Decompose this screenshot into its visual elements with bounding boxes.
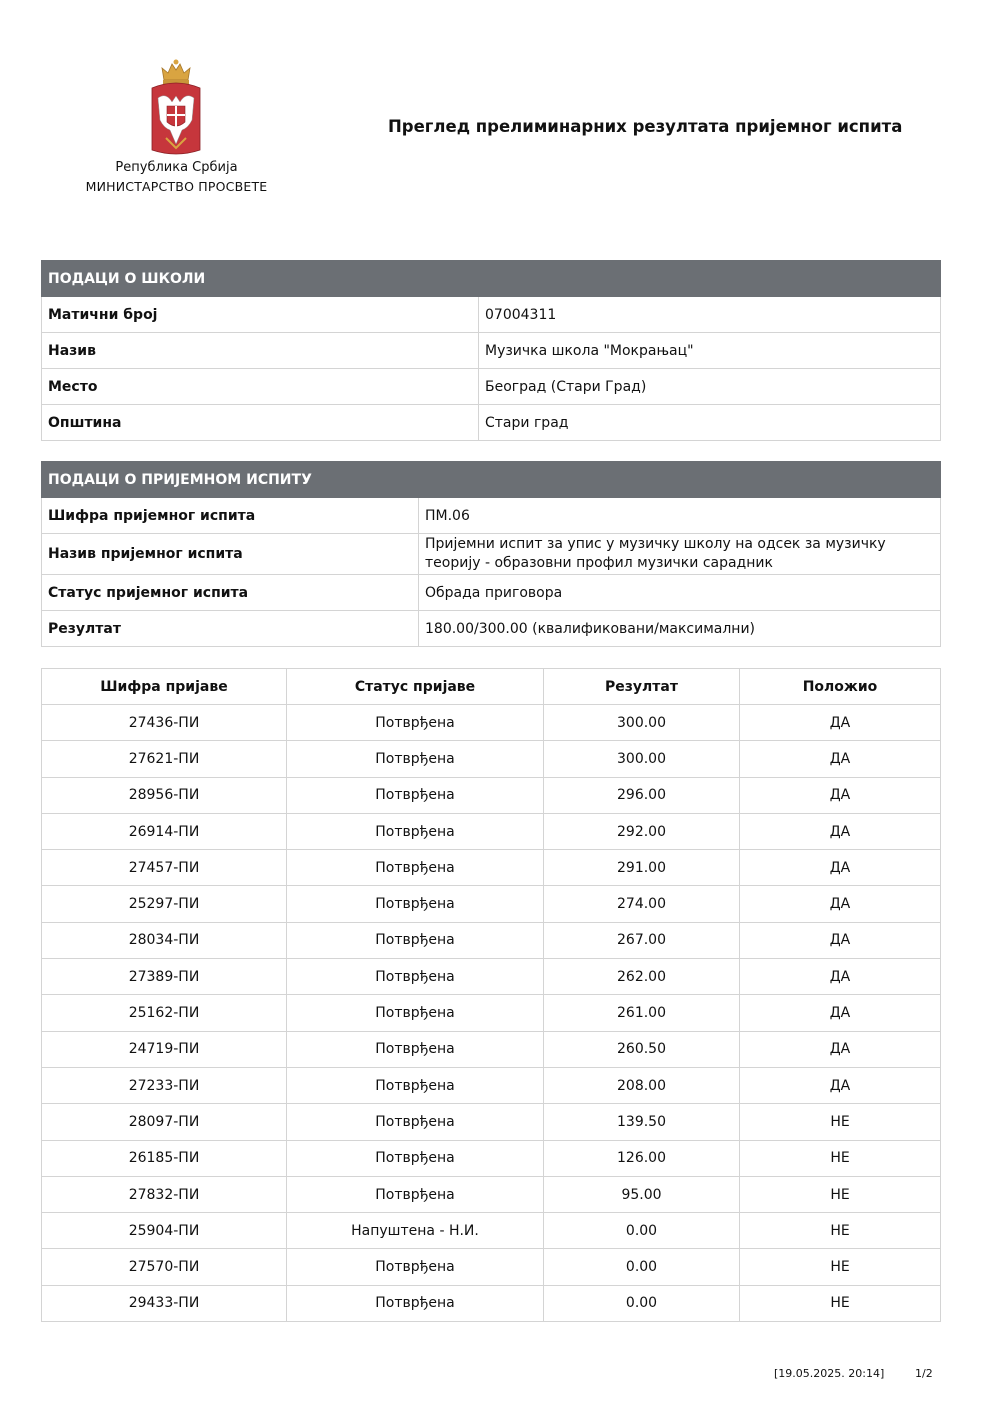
page-title: Преглед прелиминарних резултата пријемног испита [388, 117, 903, 136]
passed-value: НЕ [740, 1285, 941, 1321]
exam-row [42, 498, 941, 534]
school-row [42, 297, 941, 333]
application-code: 29433-ПИ [42, 1285, 287, 1321]
passed-value: ДА [740, 777, 941, 813]
result-value: 0.00 [544, 1285, 740, 1321]
school-section-title: ПОДАЦИ О ШКОЛИ [42, 261, 941, 297]
application-code: 28956-ПИ [42, 777, 287, 813]
application-code: 25904-ПИ [42, 1213, 287, 1249]
passed-value: ДА [740, 959, 941, 995]
result-value: 300.00 [544, 741, 740, 777]
application-status: Потврђена [287, 995, 544, 1031]
exam-value-status: Обрада приговора [419, 575, 941, 611]
exam-data-table [41, 461, 941, 647]
application-status: Потврђена [287, 1031, 544, 1067]
results-header-row [42, 669, 941, 705]
application-code: 27570-ПИ [42, 1249, 287, 1285]
school-label-name: Назив [42, 333, 479, 369]
table-row [42, 1213, 941, 1249]
school-label-id: Матични број [42, 297, 479, 333]
school-value-name: Музичка школа "Мокрањац" [479, 333, 941, 369]
application-status: Потврђена [287, 1140, 544, 1176]
table-row [42, 959, 941, 995]
table-row [42, 813, 941, 849]
table-row [42, 777, 941, 813]
column-header-application-code: Шифра пријаве [42, 669, 287, 705]
result-value: 291.00 [544, 850, 740, 886]
exam-label-status: Статус пријемног испита [42, 575, 419, 611]
result-value: 208.00 [544, 1067, 740, 1103]
passed-value: ДА [740, 1031, 941, 1067]
school-label-municipality: Општина [42, 405, 479, 441]
school-data-table [41, 260, 941, 441]
school-value-place: Београд (Стари Град) [479, 369, 941, 405]
passed-value: ДА [740, 995, 941, 1031]
table-row [42, 741, 941, 777]
passed-value: НЕ [740, 1104, 941, 1140]
school-row [42, 405, 941, 441]
result-value: 292.00 [544, 813, 740, 849]
exam-label-code: Шифра пријемног испита [42, 498, 419, 534]
result-value: 296.00 [544, 777, 740, 813]
exam-row [42, 575, 941, 611]
result-value: 261.00 [544, 995, 740, 1031]
result-value: 95.00 [544, 1176, 740, 1212]
application-code: 27389-ПИ [42, 959, 287, 995]
passed-value: ДА [740, 741, 941, 777]
exam-section-title: ПОДАЦИ О ПРИЈЕМНОМ ИСПИТУ [42, 462, 941, 498]
table-row [42, 1104, 941, 1140]
application-status: Потврђена [287, 1176, 544, 1212]
result-value: 139.50 [544, 1104, 740, 1140]
table-row [42, 1067, 941, 1103]
application-code: 28034-ПИ [42, 922, 287, 958]
result-value: 262.00 [544, 959, 740, 995]
school-section-header [42, 261, 941, 297]
exam-row [42, 611, 941, 647]
application-status: Потврђена [287, 959, 544, 995]
table-row [42, 922, 941, 958]
exam-value-code: ПМ.06 [419, 498, 941, 534]
application-status: Потврђена [287, 705, 544, 741]
footer-page-number: 1/2 [915, 1367, 933, 1380]
application-status: Потврђена [287, 1285, 544, 1321]
result-value: 260.50 [544, 1031, 740, 1067]
table-row [42, 1249, 941, 1285]
application-status: Потврђена [287, 850, 544, 886]
table-row [42, 1176, 941, 1212]
passed-value: ДА [740, 1067, 941, 1103]
column-header-result: Резултат [544, 669, 740, 705]
application-status: Напуштена - Н.И. [287, 1213, 544, 1249]
exam-value-name: Пријемни испит за упис у музичку школу на одсек за музичку теорију - образовни профил музички сарадник [419, 534, 941, 575]
exam-value-result: 180.00/300.00 (квалификовани/максимални) [419, 611, 941, 647]
result-value: 267.00 [544, 922, 740, 958]
result-value: 0.00 [544, 1249, 740, 1285]
result-value: 300.00 [544, 705, 740, 741]
table-row [42, 886, 941, 922]
school-label-place: Место [42, 369, 479, 405]
school-row [42, 369, 941, 405]
result-value: 274.00 [544, 886, 740, 922]
passed-value: ДА [740, 813, 941, 849]
application-code: 27832-ПИ [42, 1176, 287, 1212]
school-value-id: 07004311 [479, 297, 941, 333]
exam-label-result: Резултат [42, 611, 419, 647]
column-header-application-status: Статус пријаве [287, 669, 544, 705]
school-value-municipality: Стари град [479, 405, 941, 441]
table-row [42, 705, 941, 741]
ministry-country-name: Република Србија [115, 160, 238, 175]
table-row [42, 1140, 941, 1176]
application-code: 27621-ПИ [42, 741, 287, 777]
column-header-passed: Положио [740, 669, 941, 705]
results-table [41, 668, 941, 1322]
application-status: Потврђена [287, 886, 544, 922]
passed-value: НЕ [740, 1140, 941, 1176]
table-row [42, 850, 941, 886]
exam-section-header [42, 462, 941, 498]
application-code: 26185-ПИ [42, 1140, 287, 1176]
application-status: Потврђена [287, 1104, 544, 1140]
passed-value: ДА [740, 705, 941, 741]
passed-value: ДА [740, 922, 941, 958]
application-code: 27457-ПИ [42, 850, 287, 886]
exam-label-name: Назив пријемног испита [42, 534, 419, 575]
application-status: Потврђена [287, 777, 544, 813]
application-code: 25162-ПИ [42, 995, 287, 1031]
exam-row [42, 534, 941, 575]
table-row [42, 1285, 941, 1321]
application-status: Потврђена [287, 741, 544, 777]
table-row [42, 995, 941, 1031]
application-code: 28097-ПИ [42, 1104, 287, 1140]
ministry-name: МИНИСТАРСТВО ПРОСВЕТЕ [85, 179, 268, 194]
application-status: Потврђена [287, 813, 544, 849]
application-status: Потврђена [287, 1067, 544, 1103]
passed-value: НЕ [740, 1176, 941, 1212]
result-value: 0.00 [544, 1213, 740, 1249]
application-status: Потврђена [287, 1249, 544, 1285]
application-status: Потврђена [287, 922, 544, 958]
application-code: 24719-ПИ [42, 1031, 287, 1067]
application-code: 26914-ПИ [42, 813, 287, 849]
application-code: 27233-ПИ [42, 1067, 287, 1103]
passed-value: НЕ [740, 1249, 941, 1285]
application-code: 27436-ПИ [42, 705, 287, 741]
footer-timestamp: [19.05.2025. 20:14] [774, 1367, 885, 1380]
passed-value: ДА [740, 886, 941, 922]
serbia-coat-of-arms-icon [148, 58, 204, 162]
result-value: 126.00 [544, 1140, 740, 1176]
passed-value: НЕ [740, 1213, 941, 1249]
passed-value: ДА [740, 850, 941, 886]
application-code: 25297-ПИ [42, 886, 287, 922]
table-row [42, 1031, 941, 1067]
school-row [42, 333, 941, 369]
